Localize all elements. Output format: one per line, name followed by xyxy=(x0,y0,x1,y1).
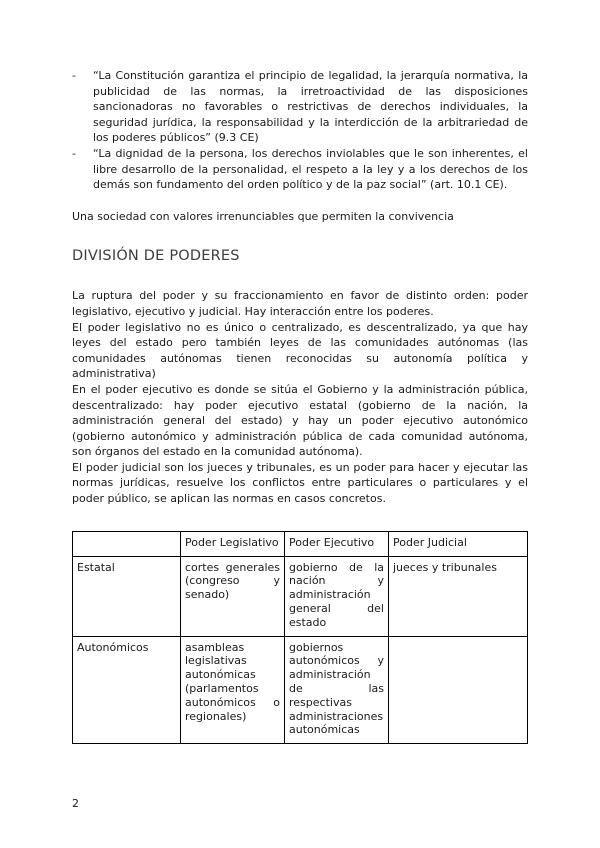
page-number: 2 xyxy=(72,797,79,810)
intro-paragraph: Una sociedad con valores irrenunciables que permiten la convivencia xyxy=(72,209,454,223)
paragraph: El poder judicial son los jueces y tribunales, es un poder para hacer y ejecutar las normas jurídicas, resuelve los conflictos entre particulares o particulares y el poder público, se aplican las normas en casos concretos. xyxy=(72,460,528,506)
paragraph: La ruptura del poder y su fraccionamiento en favor de distinto orden: poder legislativo, ejecutivo y judicial. Hay interacción entre los poderes. xyxy=(72,289,528,318)
table-cell: Autonómicos xyxy=(73,636,181,744)
table-cell: cortes generales (congreso y senado) xyxy=(181,556,285,636)
bullet-marker: - xyxy=(72,69,76,82)
section-body xyxy=(72,288,528,506)
table-header-cell: Poder Judicial xyxy=(389,531,528,556)
table-header-cell: Poder Legislativo xyxy=(181,531,285,556)
table-cell: asambleas legislativas autonómicas (parlamentos autonómicos o regionales) xyxy=(181,636,285,744)
paragraph: En el poder ejecutivo es donde se sitúa el Gobierno y la administración pública, descentralizado: hay poder ejecutivo estatal (gobierno de la nación, la administración general del estado) y hay un poder ejecutivo autonómico (gobierno autonómico y administración pública de cada comunidad autónoma, son órganos del estado en la comunidad autónoma). xyxy=(72,382,528,459)
table-header-row xyxy=(73,531,528,556)
table-cell: gobiernos autonómicos y administración de las respectivas administraciones autonómicas xyxy=(285,636,389,744)
table-header-cell: Poder Ejecutivo xyxy=(285,531,389,556)
list-item xyxy=(72,68,528,146)
table-cell: jueces y tribunales xyxy=(389,556,528,636)
list-item xyxy=(72,146,528,193)
quote-list xyxy=(72,68,528,193)
quote-text: “La dignidad de la persona, los derechos inviolables que le son inherentes, el libre desarrollo de la personalidad, el respeto a la ley y a los derechos de los demás son fundamento del orden político y de la paz social” (art. 10.1 CE). xyxy=(93,146,528,192)
bullet-marker: - xyxy=(72,146,76,160)
table-cell xyxy=(389,636,528,744)
document-page xyxy=(72,68,528,744)
powers-table xyxy=(72,531,528,745)
paragraph: El poder legislativo no es único o centralizado, es descentralizado, ya que hay leyes del estado pero también leyes de las comunidades autónomas (las comunidades autónomas tienen reconocidas su autonomía política y administrativa) xyxy=(72,320,528,381)
table-cell: Estatal xyxy=(73,556,181,636)
table-row xyxy=(73,636,528,744)
quote-text: “La Constitución garantiza el principio de legalidad, la jerarquía normativa, la publicidad de las normas, la irretroactividad de las disposiciones sancionadoras no favorables o restrictivas de derechos individuales, la seguridad jurídica, la responsabilidad y la interdicción de la arbitrariedad de los poderes públicos” (9.3 CE) xyxy=(93,69,528,145)
table-cell: gobierno de la nación y administración general del estado xyxy=(285,556,389,636)
table-row xyxy=(73,556,528,636)
table-header-cell xyxy=(73,531,181,556)
section-heading: DIVISIÓN DE PODERES xyxy=(72,248,240,265)
